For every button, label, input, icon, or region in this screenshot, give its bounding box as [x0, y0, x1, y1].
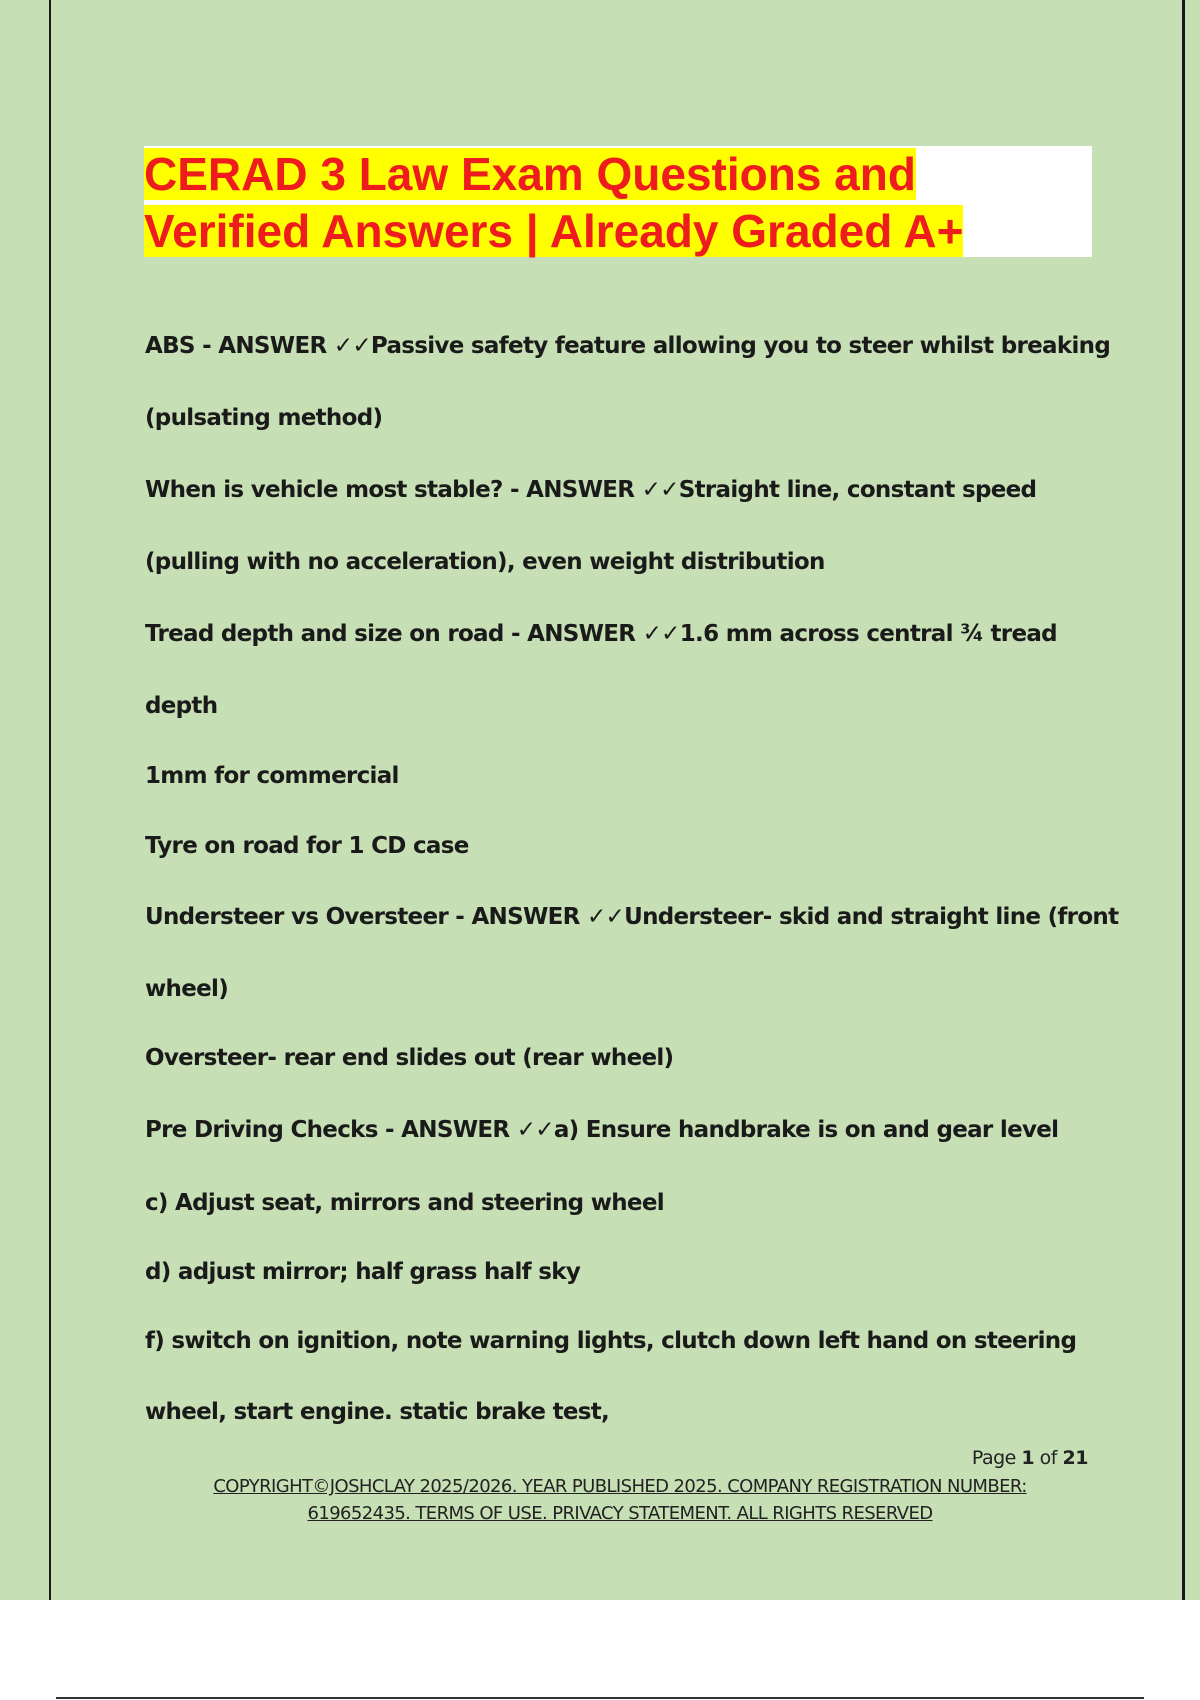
page-label: Page: [971, 1447, 1016, 1469]
copyright-line-2: 619652435. TERMS OF USE. PRIVACY STATEMENT. ALL RIGHTS RESERVED: [307, 1503, 933, 1524]
title-line-2: Verified Answers | Already Graded A+: [144, 205, 964, 257]
page-total: 21: [1062, 1447, 1088, 1469]
qa-line: Understeer vs Oversteer - ANSWER ✓✓Understeer- skid and straight line (front: [145, 904, 1119, 930]
page-right-border: [1182, 0, 1185, 1600]
copyright-line-1: COPYRIGHT©JOSHCLAY 2025/2026. YEAR PUBLISHED 2025. COMPANY REGISTRATION NUMBER:: [213, 1476, 1027, 1497]
page-left-border: [49, 0, 51, 1600]
qa-line: (pulling with no acceleration), even weight distribution: [145, 549, 825, 575]
page-number: [972, 1447, 1088, 1469]
next-page-rule: [56, 1697, 1144, 1699]
qa-line: c) Adjust seat, mirrors and steering wheel: [145, 1190, 664, 1216]
qa-line: wheel, start engine. static brake test,: [145, 1399, 610, 1425]
qa-line: When is vehicle most stable? - ANSWER ✓✓Straight line, constant speed: [145, 477, 1037, 503]
qa-line: (pulsating method): [145, 405, 383, 431]
qa-line: Pre Driving Checks - ANSWER ✓✓a) Ensure handbrake is on and gear level: [145, 1117, 1059, 1143]
title-line-1: CERAD 3 Law Exam Questions and: [144, 148, 916, 200]
qa-line: f) switch on ignition, note warning lights, clutch down left hand on steering: [145, 1328, 1077, 1354]
qa-line: wheel): [145, 976, 229, 1002]
document-title: [144, 146, 1092, 260]
copyright-notice: [150, 1473, 1090, 1527]
qa-line: d) adjust mirror; half grass half sky: [145, 1259, 581, 1285]
page-of: of: [1039, 1447, 1057, 1469]
qa-line: Oversteer- rear end slides out (rear wheel): [145, 1045, 674, 1071]
qa-line: 1mm for commercial: [145, 763, 399, 789]
qa-line: Tread depth and size on road - ANSWER ✓✓1.6 mm across central ¾ tread: [145, 621, 1057, 647]
qa-line: depth: [145, 693, 218, 719]
qa-line: ABS - ANSWER ✓✓Passive safety feature allowing you to steer whilst breaking: [145, 333, 1111, 359]
page-current: 1: [1021, 1447, 1035, 1469]
qa-line: Tyre on road for 1 CD case: [145, 833, 469, 859]
